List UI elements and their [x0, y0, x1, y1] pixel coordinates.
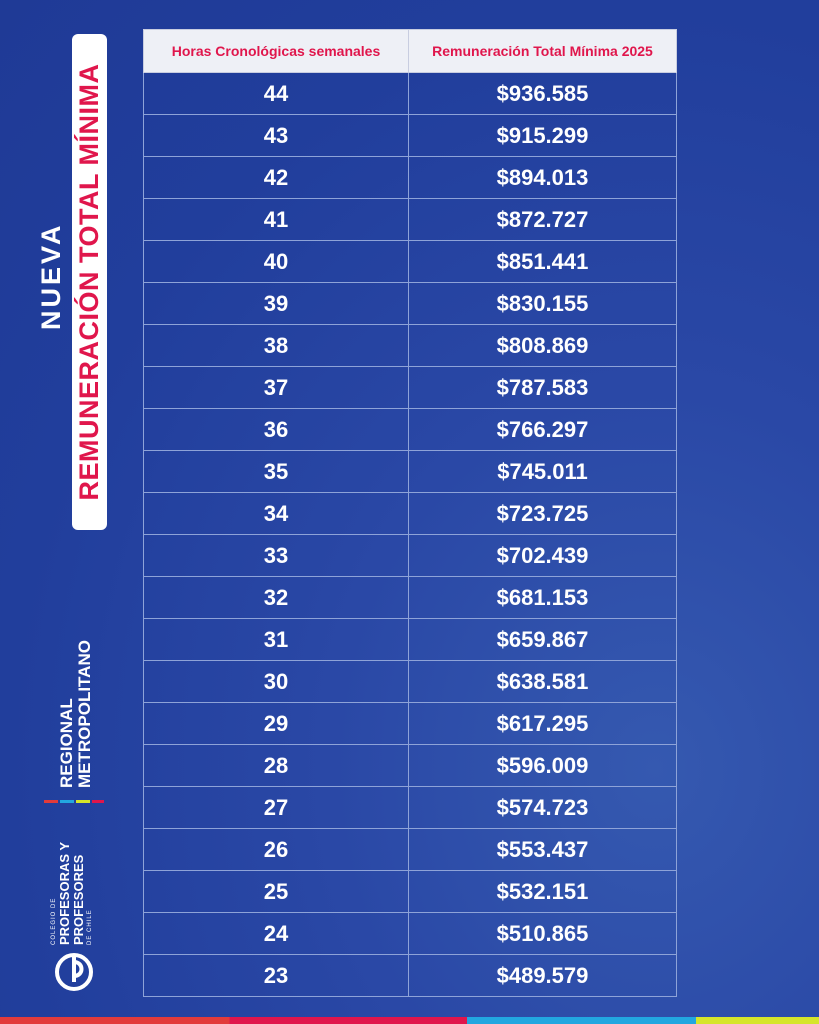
cell-hours: 32: [144, 577, 409, 619]
cell-hours: 28: [144, 745, 409, 787]
cell-pay: $787.583: [409, 367, 677, 409]
table-row: [144, 283, 677, 325]
header-pay: Remuneración Total Mínima 2025: [409, 30, 677, 73]
table-row: [144, 73, 677, 115]
cell-hours: 29: [144, 703, 409, 745]
cell-pay: $808.869: [409, 325, 677, 367]
cell-pay: $894.013: [409, 157, 677, 199]
table-row: [144, 157, 677, 199]
table-row: [144, 619, 677, 661]
table-row: [144, 787, 677, 829]
table-row: [144, 661, 677, 703]
cell-hours: 38: [144, 325, 409, 367]
colegio-logo-icon: [50, 952, 100, 992]
salary-table: [143, 29, 677, 997]
cell-hours: 41: [144, 199, 409, 241]
table-row: [144, 451, 677, 493]
cell-pay: $936.585: [409, 73, 677, 115]
cell-pay: $617.295: [409, 703, 677, 745]
cell-pay: $489.579: [409, 955, 677, 997]
colegio-small-2: DE CHILE: [87, 909, 93, 945]
cell-hours: 42: [144, 157, 409, 199]
table-row: [144, 577, 677, 619]
cell-pay: $766.297: [409, 409, 677, 451]
cell-pay: $532.151: [409, 871, 677, 913]
cell-pay: $638.581: [409, 661, 677, 703]
cell-pay: $574.723: [409, 787, 677, 829]
table-row: [144, 829, 677, 871]
cell-hours: 33: [144, 535, 409, 577]
cell-pay: $510.865: [409, 913, 677, 955]
cell-hours: 36: [144, 409, 409, 451]
table-row: [144, 745, 677, 787]
table-row: [144, 409, 677, 451]
cell-hours: 39: [144, 283, 409, 325]
regional-line1: REGIONAL: [57, 698, 76, 788]
cell-pay: $659.867: [409, 619, 677, 661]
table-row: [144, 913, 677, 955]
cell-pay: $745.011: [409, 451, 677, 493]
cell-pay: $851.441: [409, 241, 677, 283]
header-hours: Horas Cronológicas semanales: [144, 30, 409, 73]
table-row: [144, 367, 677, 409]
cell-hours: 37: [144, 367, 409, 409]
table-row: [144, 199, 677, 241]
cell-hours: 31: [144, 619, 409, 661]
cell-pay: $830.155: [409, 283, 677, 325]
cell-hours: 43: [144, 115, 409, 157]
title-remuneracion: REMUNERACIÓN TOTAL MÍNIMA: [72, 34, 107, 530]
cell-pay: $702.439: [409, 535, 677, 577]
table-row: [144, 325, 677, 367]
cell-hours: 34: [144, 493, 409, 535]
table-row: [144, 115, 677, 157]
table-row: [144, 871, 677, 913]
cell-pay: $596.009: [409, 745, 677, 787]
cell-hours: 35: [144, 451, 409, 493]
cell-pay: $553.437: [409, 829, 677, 871]
table-header-row: [144, 30, 677, 73]
cell-pay: $723.725: [409, 493, 677, 535]
table-body: [144, 73, 677, 997]
bottom-color-stripe: [0, 1017, 819, 1024]
cell-hours: 27: [144, 787, 409, 829]
cell-pay: $681.153: [409, 577, 677, 619]
cell-pay: $872.727: [409, 199, 677, 241]
cell-pay: $915.299: [409, 115, 677, 157]
cell-hours: 23: [144, 955, 409, 997]
title-nueva: NUEVA: [36, 222, 66, 330]
table-row: [144, 535, 677, 577]
colegio-label: [50, 842, 94, 945]
colegio-big-1: PROFESORAS Y: [57, 841, 72, 945]
colegio-small-1: COLEGIO DE: [51, 897, 57, 945]
cell-hours: 40: [144, 241, 409, 283]
table-row: [144, 703, 677, 745]
cell-hours: 30: [144, 661, 409, 703]
cell-hours: 44: [144, 73, 409, 115]
table-row: [144, 955, 677, 997]
colegio-big-2: PROFESORES: [71, 854, 86, 945]
cell-hours: 26: [144, 829, 409, 871]
regional-label: [58, 640, 94, 788]
regional-line2: METROPOLITANO: [75, 640, 94, 788]
cell-hours: 25: [144, 871, 409, 913]
table-row: [144, 493, 677, 535]
table-row: [144, 241, 677, 283]
cell-hours: 24: [144, 913, 409, 955]
